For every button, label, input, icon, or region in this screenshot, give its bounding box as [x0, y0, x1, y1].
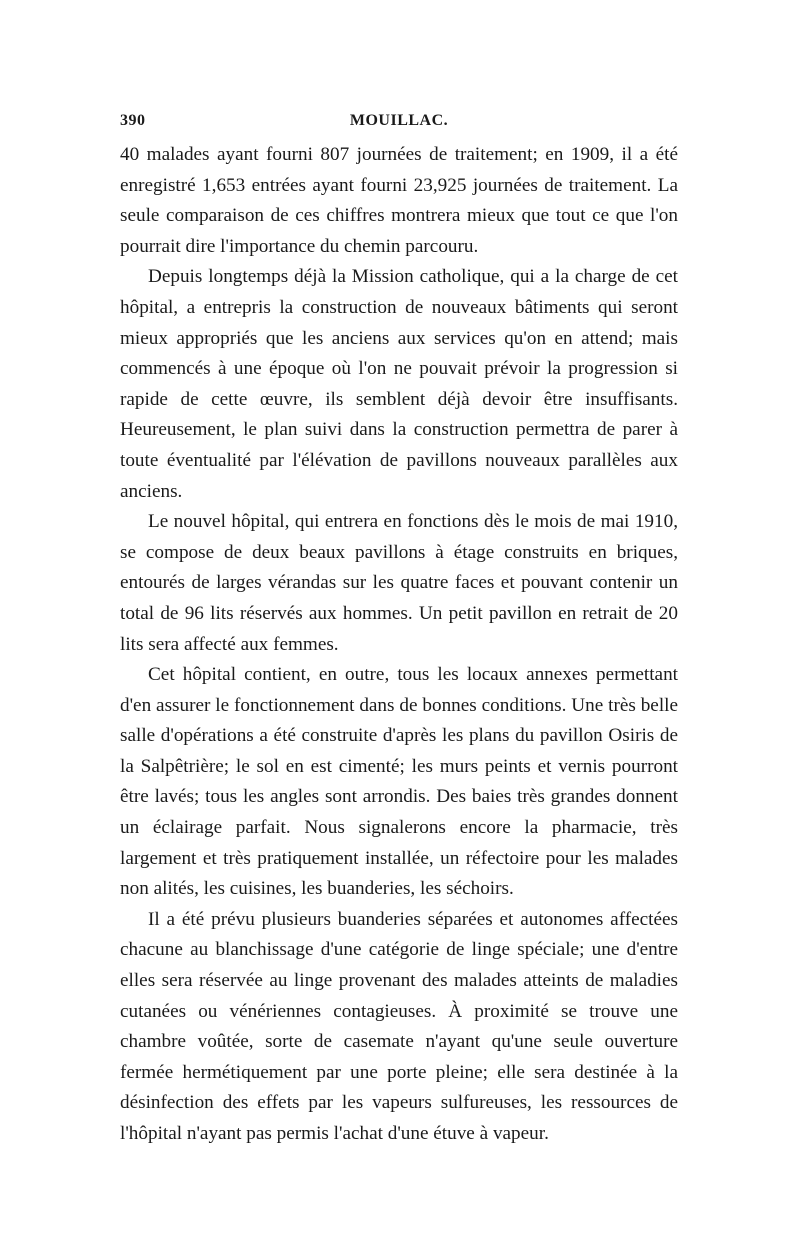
page-number: 390 [120, 112, 146, 129]
paragraph-mission: Depuis longtemps déjà la Mission catholique, qui a la charge de cet hôpital, a entrepris la construction de nouveaux bâtiments qui seront mieux appropriés que les anciens aux services qu'on en attend; mais commencés à une époque où l'on ne pouvait prévoir la progression si rapide de cette œuvre, ils semblent déjà devoir être insuffisants. Heureusement, le plan suivi dans la construction permettra de parer à toute éventualité par l'élévation de pavillons nouveaux parallèles aux anciens. [120, 266, 678, 502]
body-text [120, 140, 678, 1150]
paragraph-laundries: Il a été prévu plusieurs buanderies séparées et autonomes affectées chacune au blanchissage d'une catégorie de linge spéciale; une d'entre elles sera réservée au linge provenant des malades atteints de maladies cutanées ou vénériennes contagieuses. À proximité se trouve une chambre voûtée, sorte de casemate n'ayant qu'une seule ouverture fermée hermétiquement par une porte pleine; elle sera destinée à la désinfection des effets par les vapeurs sulfureuses, les ressources de l'hôpital n'ayant pas permis l'achat d'une étuve à vapeur. [120, 908, 678, 1144]
running-head [120, 112, 678, 140]
paragraph-continued: 40 malades ayant fourni 807 journées de traitement; en 1909, il a été enregistré 1,653 entrées ayant fourni 23,925 journées de traitement. La seule comparaison de ces chiffres montrera mieux que tout ce que l'on pourrait dire l'importance du chemin parcouru. [120, 144, 678, 257]
paragraph-new-hospital: Le nouvel hôpital, qui entrera en fonctions dès le mois de mai 1910, se compose de deux beaux pavillons à étage construits en briques, entourés de larges vérandas sur les quatre faces et pouvant contenir un total de 96 lits réservés aux hommes. Un petit pavillon en retrait de 20 lits sera affecté aux femmes. [120, 511, 678, 655]
paragraph-annexes: Cet hôpital contient, en outre, tous les locaux annexes permettant d'en assurer le fonctionnement dans de bonnes conditions. Une très belle salle d'opérations a été construite d'après les plans du pavillon Osiris de la Salpêtrière; le sol en est cimenté; les murs peints et vernis pourront être lavés; tous les angles sont arrondis. Des baies très grandes donnent un éclairage parfait. Nous signalerons encore la pharmacie, très largement et très pratiquement installée, un réfectoire pour les malades non alités, les cuisines, les buanderies, les séchoirs. [120, 664, 678, 900]
book-page [120, 112, 678, 1150]
running-title: MOUILLAC. [349, 112, 449, 129]
